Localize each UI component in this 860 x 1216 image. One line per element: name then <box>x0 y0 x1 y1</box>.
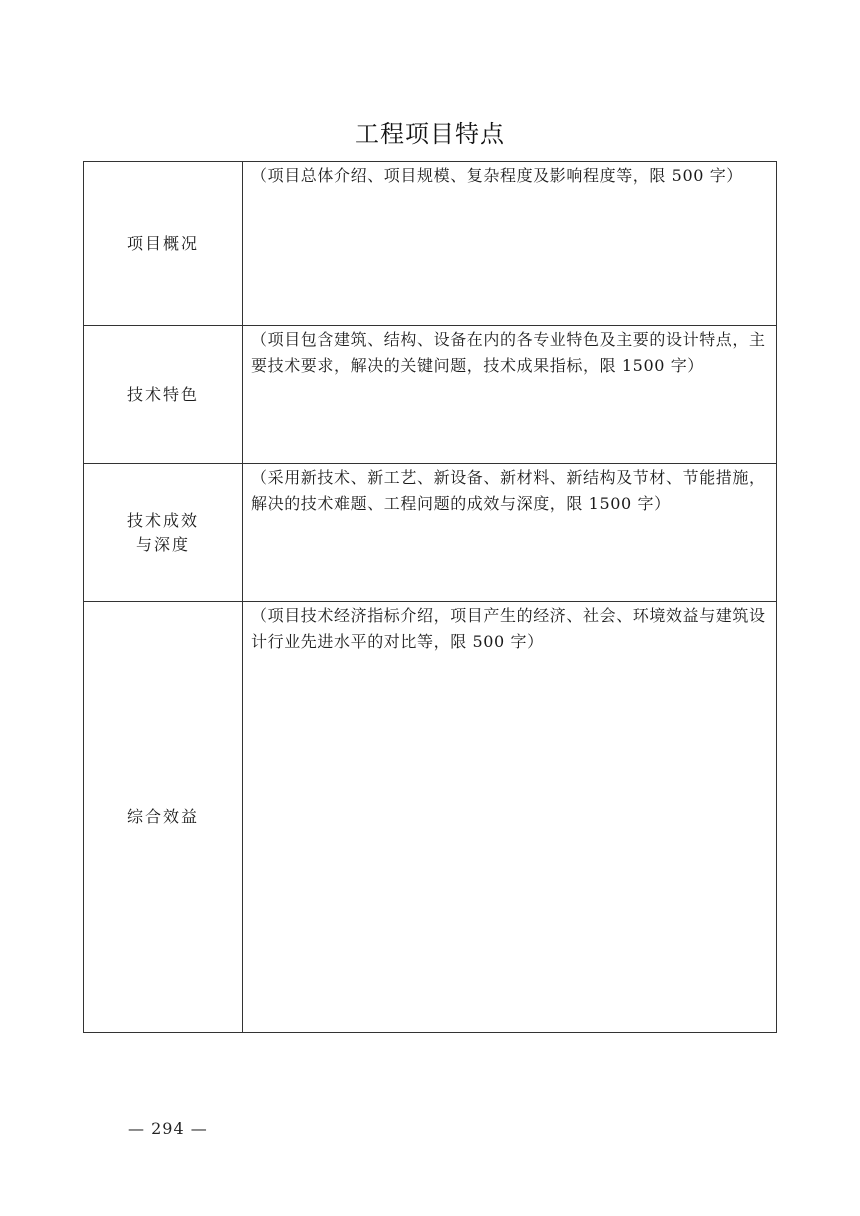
row-content-overall-benefits[interactable] <box>243 602 777 1033</box>
row-label-text: 技术成效 <box>126 510 199 530</box>
table-row <box>84 464 777 602</box>
table-row <box>84 326 777 464</box>
row-content-hint: （项目总体介绍、项目规模、复杂程度及影响程度等，限 500 字） <box>251 166 743 185</box>
row-label-text: 与深度 <box>135 534 190 554</box>
page-number: — 294 — <box>128 1119 208 1138</box>
row-content-project-overview[interactable] <box>243 162 777 326</box>
row-label-text: 项目概况 <box>126 233 199 253</box>
row-content-hint: （项目技术经济指标介绍，项目产生的经济、社会、环境效益与建筑设计行业先进水平的对比等，限 500 字） <box>251 606 766 651</box>
row-label-overall-benefits <box>84 602 243 1033</box>
row-content-hint: （采用新技术、新工艺、新设备、新材料、新结构及节材、节能措施，解决的技术难题、工程问题的成效与深度，限 1500 字） <box>251 468 766 513</box>
row-content-technical-results[interactable] <box>243 464 777 602</box>
table-row <box>84 602 777 1033</box>
page-title: 工程项目特点 <box>355 120 505 148</box>
row-label-technical-results <box>84 464 243 602</box>
row-label-text: 技术特色 <box>126 384 199 404</box>
table-row <box>84 162 777 326</box>
row-label-project-overview <box>84 162 243 326</box>
row-label-text: 综合效益 <box>126 807 199 826</box>
row-content-technical-features[interactable] <box>243 326 777 464</box>
project-features-table <box>83 161 777 1033</box>
row-content-hint: （项目包含建筑、结构、设备在内的各专业特色及主要的设计特点，主要技术要求，解决的关键问题，技术成果指标，限 1500 字） <box>251 330 766 375</box>
row-label-technical-features <box>84 326 243 464</box>
